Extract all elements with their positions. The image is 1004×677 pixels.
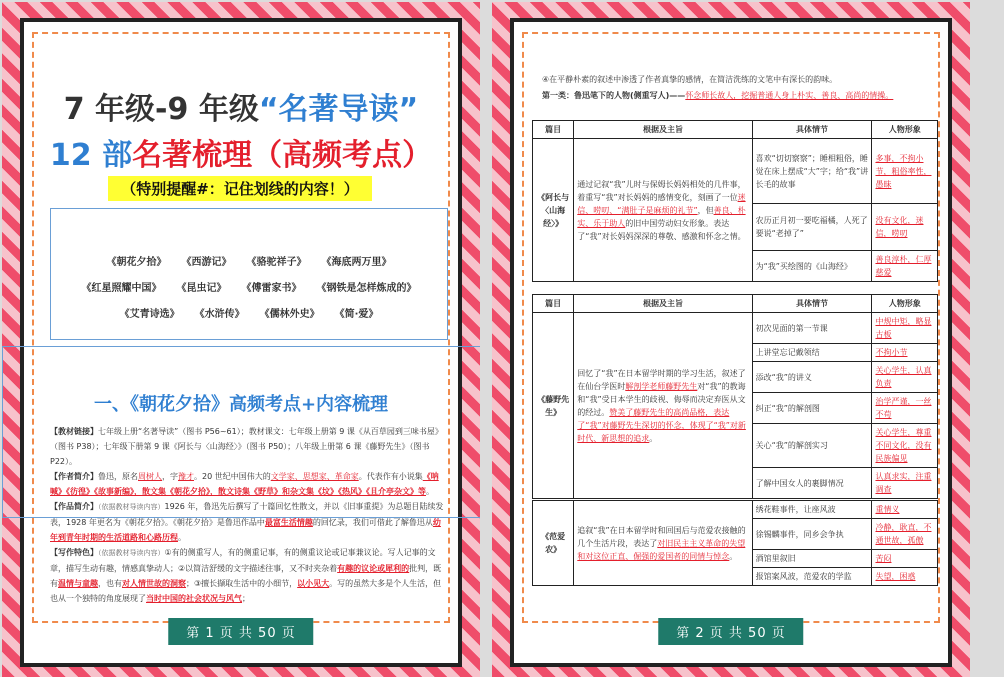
underlined-text: 善良、朴实、乐于助人 xyxy=(577,205,746,228)
column-header: 根据及主旨 xyxy=(574,295,752,313)
table-a-chang xyxy=(532,120,938,282)
sub-title xyxy=(24,130,458,174)
plot-cell: 徐锡麟事件，同乡会争执 xyxy=(752,519,872,550)
note-text: （依据教材导读内容） xyxy=(98,503,165,511)
book-title: 《朝花夕拾》 xyxy=(106,257,167,268)
text: 批判，既有 xyxy=(50,564,442,588)
text: 。20 世纪中国伟大的 xyxy=(194,472,271,481)
paragraph-label: 【作品简介】 xyxy=(50,502,98,511)
table-header-row xyxy=(533,121,938,139)
page-number: 第 2 页 共 50 页 xyxy=(658,618,803,645)
plot-cell: 上讲堂忘记戴领结 xyxy=(752,344,872,362)
underlined-text: 对旧民主主义革命的失望和对这位正直、倔强的爱国者的同情与悼念 xyxy=(577,538,746,561)
theme-cell xyxy=(574,313,752,499)
text: 。写的虽然大多是个人生活，但也从一个独特的角度展现了 xyxy=(50,579,442,603)
book-row-3 xyxy=(51,305,447,320)
text: 通过记叙“我”儿时与保姆长妈妈相处的几件事，着重写“我”对长妈妈的感情变化，刻画了一位 xyxy=(577,179,746,202)
theme-cell xyxy=(574,139,752,282)
image-cell: 关心学生，尊重不同文化，没有民族偏见 xyxy=(872,424,938,468)
paragraph-style xyxy=(50,545,448,606)
plot-cell: 纠正“我”的解剖图 xyxy=(752,393,872,424)
essay-title: 《阿长与〈山海经〉》 xyxy=(533,139,574,282)
column-header: 篇目 xyxy=(533,295,574,313)
subtitle-text: 名著梳理（高频考点） xyxy=(132,138,433,173)
page-sheet xyxy=(20,18,462,667)
text: 。 xyxy=(729,551,738,561)
book-row-2 xyxy=(51,279,447,294)
paragraph-label: 【作者简介】 xyxy=(50,472,98,481)
book-title: 《儒林外史》 xyxy=(264,309,320,320)
text: 对“我”的教诲和“我”受日本学生的歧视、侮辱而决定弃医从文的经过。 xyxy=(577,381,746,417)
plot-cell: 报馆案风波，范爱农的学监 xyxy=(752,568,872,586)
category-label: 第一类：鲁迅笔下的人物(侧重写人)—— xyxy=(542,91,686,100)
underlined-text: 温情与童趣 xyxy=(58,579,98,588)
book-row-1 xyxy=(51,253,447,268)
column-header: 篇目 xyxy=(533,121,574,139)
table-fan-ainong xyxy=(532,500,938,586)
underlined-text: 豫才 xyxy=(178,472,194,481)
section-title: 一、《朝花夕拾》高频考点+内容梳理 xyxy=(93,394,389,415)
intro-text xyxy=(542,72,932,104)
book-title: 《简·爱》 xyxy=(339,309,379,320)
plot-cell: 酒馆里叙旧 xyxy=(752,550,872,568)
book-title: 《海底两万里》 xyxy=(326,257,392,268)
intro-line: ④在平静朴素的叙述中渗透了作者真挚的感情，在简洁洗练的文笔中有深长的韵味。 xyxy=(542,75,838,84)
plot-cell: 关心“我”的解剖实习 xyxy=(752,424,872,468)
underlined-text: 最富生活情趣 xyxy=(264,518,313,527)
paragraph-label: 【写作特色】 xyxy=(50,548,98,557)
image-cell: 冷静，耿直，不通世故，孤傲 xyxy=(872,519,938,550)
plot-cell: 绣花鞋事件，让座风波 xyxy=(752,501,872,519)
text: ，也有 xyxy=(98,579,122,588)
table-row xyxy=(533,313,938,344)
text: 追叙“我”在日本留学时和回国后与范爱农接触的几个生活片段，表达了 xyxy=(577,525,746,548)
image-cell: 苦闷 xyxy=(872,550,938,568)
book-title: 《红星照耀中国》 xyxy=(81,283,162,294)
text: ，但 xyxy=(697,205,714,215)
underlined-text: 周树人 xyxy=(138,472,162,481)
column-header: 人物形象 xyxy=(872,295,938,313)
plot-cell: 添改“我”的讲义 xyxy=(752,362,872,393)
column-header: 人物形象 xyxy=(872,121,938,139)
image-cell: 中规中矩，略显古板 xyxy=(872,313,938,344)
book-list-box xyxy=(50,208,448,340)
highlight-notice: （特别提醒#：记住划线的内容！） xyxy=(108,176,372,201)
main-title xyxy=(24,84,458,128)
plot-cell: 农历正月初一要吃福橘，人死了要说“老掉了” xyxy=(752,204,872,251)
text: 。 xyxy=(426,487,434,496)
plot-cell: 喜欢“切切察察”；睡相粗俗，睡觉在床上摆成“大”字；给“我”讲长毛的故事 xyxy=(752,139,872,204)
text: 的回忆录，我们可借此了解鲁迅从 xyxy=(312,518,433,527)
text: 鲁迅，原名 xyxy=(98,472,138,481)
subtitle-count: 12 部 xyxy=(49,138,133,173)
column-header: 具体情节 xyxy=(752,121,872,139)
table-fujino xyxy=(532,294,938,499)
underlined-text: 怀念师长故人，挖掘普通人身上朴实、善良、高尚的情操。 xyxy=(685,91,894,100)
image-cell: 没有文化，迷信，唠叨 xyxy=(872,204,938,251)
paragraph-text: 七年级上册“名著导读”（图书 P56~61）；教材课文：七年级上册第 9 课《从百草园到三味书屋》（图书 P38）；七年级下册第 9 课《阿长与〈山海经〉》（图书 P50）；八年级上册第 6 课《藤野先生》（图书 P22）。 xyxy=(50,427,443,466)
text: ①有的侧重写人，有的侧重记事，有的侧重议论或记事兼议论。写人记事的文章，描写生动有趣，情感真挚动人；②以简洁舒缓的文字描述往事，又不时夹杂着 xyxy=(50,548,436,573)
underlined-text: 幼年到青年时期的生活道路和心路历程 xyxy=(50,518,441,542)
table-header-row xyxy=(533,295,938,313)
image-cell: 失望，困惑 xyxy=(872,568,938,586)
paragraph-label: 【教材链接】 xyxy=(50,427,98,436)
column-header: 根据及主旨 xyxy=(574,121,752,139)
image-cell: 多事，不拘小节，粗俗率性，愚昧 xyxy=(872,139,938,204)
page-sheet xyxy=(510,18,952,667)
note-text: （依据教材导读内容） xyxy=(98,549,165,557)
column-header: 具体情节 xyxy=(752,295,872,313)
underlined-text: 有趣的议论或犀利的 xyxy=(337,564,410,573)
text: 1926 年，鲁迅先后撰写了十篇回忆性散文，并以《旧事重提》为总题目陆续发表，1928 年更名为《朝花夕拾》。《朝花夕拾》是鲁迅作品中 xyxy=(50,502,444,527)
document-page-2 xyxy=(492,2,970,677)
text: ；③擅长撷取生活中的小细节， xyxy=(186,579,298,588)
text: 回忆了“我”在日本留学时期的学习生活，叙述了在仙台学医时 xyxy=(577,368,746,391)
document-page-1 xyxy=(2,2,480,677)
underlined-text: 解剖学老师藤野先生 xyxy=(625,381,698,391)
book-title: 《艾青诗选》 xyxy=(119,309,180,320)
essay-title: 《范爱农》 xyxy=(533,501,574,586)
image-cell: 关心学生，认真负责 xyxy=(872,362,938,393)
text: ，字 xyxy=(162,472,178,481)
image-cell: 不拘小节 xyxy=(872,344,938,362)
underlined-text: 《呐喊》《彷徨》《故事新编》，散文集《朝花夕拾》，散文诗集《野草》和杂文集《坟》《热风》《且介亭杂文》等 xyxy=(50,472,439,496)
underlined-text: 迷信、唠叨、“满肚子是麻烦的礼节” xyxy=(577,192,746,215)
book-title: 《钢铁是怎样炼成的》 xyxy=(321,283,417,294)
paragraph-work xyxy=(50,499,448,545)
category-line xyxy=(542,88,932,104)
section-body xyxy=(50,424,448,606)
underlined-text: 对人情世故的洞察 xyxy=(122,579,186,588)
book-title: 《昆虫记》 xyxy=(181,283,227,294)
book-title: 《西游记》 xyxy=(186,257,232,268)
paragraph-textbook-link xyxy=(50,424,448,469)
table-row xyxy=(533,139,938,204)
book-title: 《水浒传》 xyxy=(199,309,245,320)
essay-title: 《藤野先生》 xyxy=(533,313,574,499)
underlined-text: 文学家、思想家、革命家 xyxy=(270,472,359,481)
image-cell: 认真求实，注重调查 xyxy=(872,468,938,499)
table-row xyxy=(533,501,938,519)
text: ； xyxy=(242,594,250,603)
plot-cell: 初次见面的第一节课 xyxy=(752,313,872,344)
title-guide: “名著导读” xyxy=(258,92,419,127)
text: 。 xyxy=(649,433,658,443)
text: 。代表作有小说集 xyxy=(358,472,423,481)
theme-cell xyxy=(574,501,752,586)
book-title: 《骆驼祥子》 xyxy=(251,257,307,268)
underlined-text: 赞美了藤野先生的高尚品格，表达了“我”对藤野先生深切的怀念，体现了“我”对新时代、新思想的追求 xyxy=(577,407,746,443)
plot-cell: 了解中国女人的裹脚情况 xyxy=(752,468,872,499)
text: 。 xyxy=(178,533,186,542)
image-cell: 重情义 xyxy=(872,501,938,519)
image-cell: 治学严谨，一丝不苟 xyxy=(872,393,938,424)
paragraph-author xyxy=(50,469,448,499)
text: 的旧中国劳动妇女形象。表达了“我”对长妈妈深深的尊敬、感激和怀念之情。 xyxy=(577,218,746,241)
book-title: 《傅雷家书》 xyxy=(246,283,302,294)
image-cell: 善良淳朴，仁厚慈爱 xyxy=(872,251,938,282)
underlined-text: 以小见大 xyxy=(297,579,330,588)
page-number: 第 1 页 共 50 页 xyxy=(168,618,313,645)
title-grade-range: 7 年级-9 年级 xyxy=(63,92,259,127)
underlined-text: 当时中国的社会状况与风气 xyxy=(146,594,242,603)
plot-cell: 为“我”买绘图的《山海经》 xyxy=(752,251,872,282)
